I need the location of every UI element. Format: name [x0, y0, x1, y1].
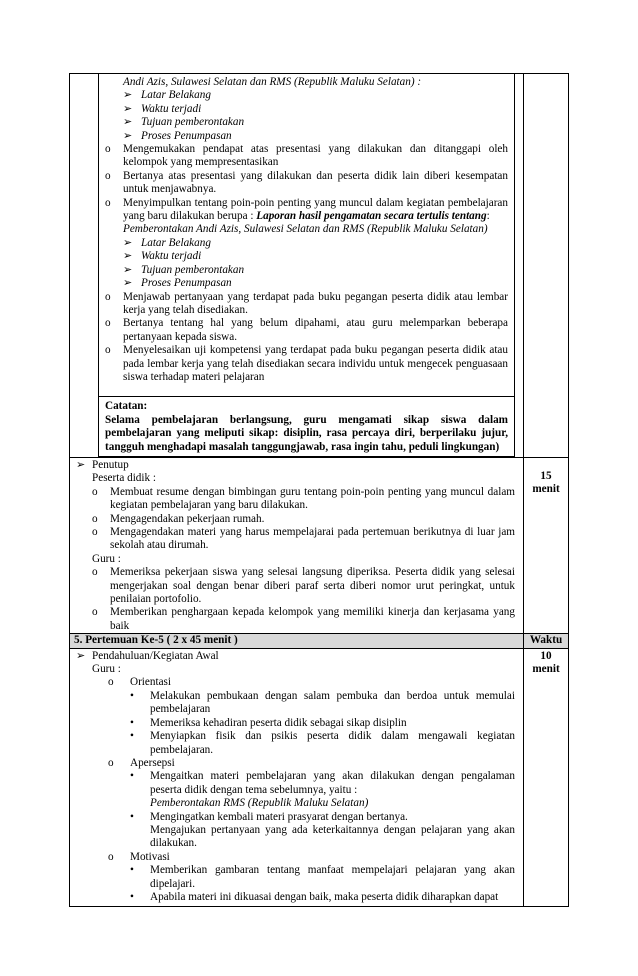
list-item: ➢ Latar Belakang [123, 237, 508, 250]
arrow-bullet-icon [123, 130, 141, 143]
arrow-bullet-icon [123, 264, 141, 277]
list-item: o Menjawab pertanyaan yang terdapat pada buku pegangan peserta didik atau lembar kerja yang telah disediakan. [105, 290, 508, 316]
list-item: ➢ Tujuan pemberontakan [123, 264, 508, 277]
subheading: Guru : [92, 663, 121, 676]
points-list-b [105, 237, 508, 291]
arrow-bullet-icon [76, 650, 92, 663]
list-item: ➢ Latar Belakang [123, 89, 508, 102]
list-item: • Mengaitkan materi pembelajaran yang akan dilakukan dengan pengalaman peserta didik dengan tema sebelumnya, yaitu : Pemberontakan RMS (Republik Maluku Selatan) [130, 770, 515, 810]
list-item: o Apersepsi [108, 756, 175, 769]
list-item: o Bertanya tentang hal yang belum dipahami, atau guru melemparkan beberapa pertanyaan kepada siswa. [105, 317, 508, 343]
arrow-bullet-icon [76, 459, 92, 472]
list-item: o Motivasi [108, 850, 170, 863]
meeting-title: 5. Pertemuan Ke-5 ( 2 x 45 menit ) [70, 634, 524, 647]
list-item: • Apabila materi ini dikuasai dengan baik, maka peserta didik diharapkan dapat [130, 890, 499, 903]
list-item: ➢ Proses Penumpasan [123, 277, 508, 290]
time-unit: menit [532, 483, 560, 496]
list-item: o Mengagendakan pekerjaan rumah. [92, 512, 265, 525]
time-value: 10 [540, 649, 552, 662]
time-value: 15 [540, 469, 552, 482]
list-item: ➢ Waktu terjadi [123, 103, 508, 116]
list-item: o Menyimpulkan tentang poin-poin penting yang muncul dalam kegiatan pembelajaran yang baru dilakukan berupa : Laporan hasil pengamatan secara tertulis tentang: Pemberontakan Andi Azis, Sulawesi Selatan dan RMS (Republik Maluku Selatan) [105, 196, 508, 236]
points-list-a [123, 89, 508, 143]
time-unit: menit [532, 663, 560, 676]
time-header: Waktu [529, 634, 563, 647]
list-item: o Membuat resume dengan bimbingan guru tentang poin-poin penting yang muncul dalam kegiatan pembelajaran yang baru dilakukan. [92, 485, 515, 512]
list-item: o Orientasi [108, 676, 172, 689]
section-title: ➢ Pendahuluan/Kegiatan Awal [76, 650, 515, 663]
note-box [99, 396, 514, 457]
time-cell [524, 649, 568, 677]
list-item: • Memberikan gambaran tentang manfaat mempelajari pelajaran yang akan dipelajari. [130, 864, 515, 890]
core-activity-section [70, 74, 568, 458]
list-item: • Melakukan pembukaan dengan salam pembuka dan berdoa untuk memulai pembelajaran [130, 689, 515, 716]
list-item: ➢ Waktu terjadi [123, 250, 508, 263]
list-item: ➢ Tujuan pemberontakan [123, 116, 508, 129]
list-item: o Menyelesaikan uji kompetensi yang terdapat pada buku pegangan peserta didik atau pada lembar kerja yang telah disediakan secara individu untuk mengecek penguasaan siswa terhadap materi pelajaran [105, 344, 508, 383]
report-title: Laporan hasil pengamatan secara tertulis tentang [256, 210, 487, 223]
opening-cell [70, 649, 524, 907]
list-item: o Memeriksa pekerjaan siswa yang selesai langsung diperiksa. Peserta didik yang selesai mengerjakan soal dengan benar diberi paraf serta diberi nomor urut peringkat, untuk penilaian portofolio. [92, 566, 515, 606]
core-activity-inner-box [98, 74, 515, 457]
arrow-bullet-icon [123, 103, 141, 116]
list-item: ➢ Proses Penumpasan [123, 130, 508, 143]
meeting-header-row [70, 634, 568, 648]
arrow-bullet-icon [123, 116, 141, 129]
arrow-bullet-icon [123, 237, 141, 250]
arrow-bullet-icon [123, 277, 141, 290]
closing-cell [70, 458, 524, 633]
list-item: • Memeriksa kehadiran peserta didik sebagai sikap disiplin [130, 716, 407, 729]
note-body: Selama pembelajaran berlangsung, guru mengamati sikap siswa dalam pembelajaran yang meliputi sikap: disiplin, rasa percaya diri, berperilaku jujur, tangguh menghadapi masalah tanggungjawab, rasa ingin tahu, peduli lingkungan) [105, 413, 508, 453]
list-item: o Bertanya atas presentasi yang dilakukan dan peserta didik lain diberi kesempatan untuk menjawabnya. [105, 169, 508, 196]
time-cell [524, 458, 568, 497]
list-item: • Mengingatkan kembali materi prasyarat dengan bertanya. Mengajukan pertanyaan yang ada keterkaitannya dengan pelajaran yang akan dilakukan. [130, 810, 515, 850]
list-item: o Mengagendakan materi yang harus mempelajarai pada pertemuan berikutnya di luar jam sekolah atau dirumah. [92, 526, 515, 552]
core-activity-cell [70, 74, 524, 457]
subheading: Guru : [92, 552, 121, 565]
list-item: • Menyiapkan fisik dan psikis peserta didik dalam mengawali kegiatan pembelajaran. [130, 730, 515, 756]
subheading: Peserta didik : [92, 472, 157, 485]
section-title: ➢ Penutup [76, 459, 515, 472]
opening-section [70, 649, 568, 907]
intro-text: Andi Azis, Sulawesi Selatan dan RMS (Republik Maluku Selatan) : [123, 76, 422, 88]
list-item: o Memberikan penghargaan kepada kelompok yang memiliki kinerja dan kerjasama yang baik [92, 606, 515, 632]
arrow-bullet-icon [123, 89, 141, 102]
closing-section [70, 458, 568, 634]
list-item: o Mengemukakan pendapat atas presentasi yang dilakukan dan ditanggapi oleh kelompok yang mempresentasikan [105, 143, 508, 169]
arrow-bullet-icon [123, 250, 141, 263]
note-title: Catatan: [105, 400, 148, 413]
lesson-plan-table [69, 73, 569, 907]
